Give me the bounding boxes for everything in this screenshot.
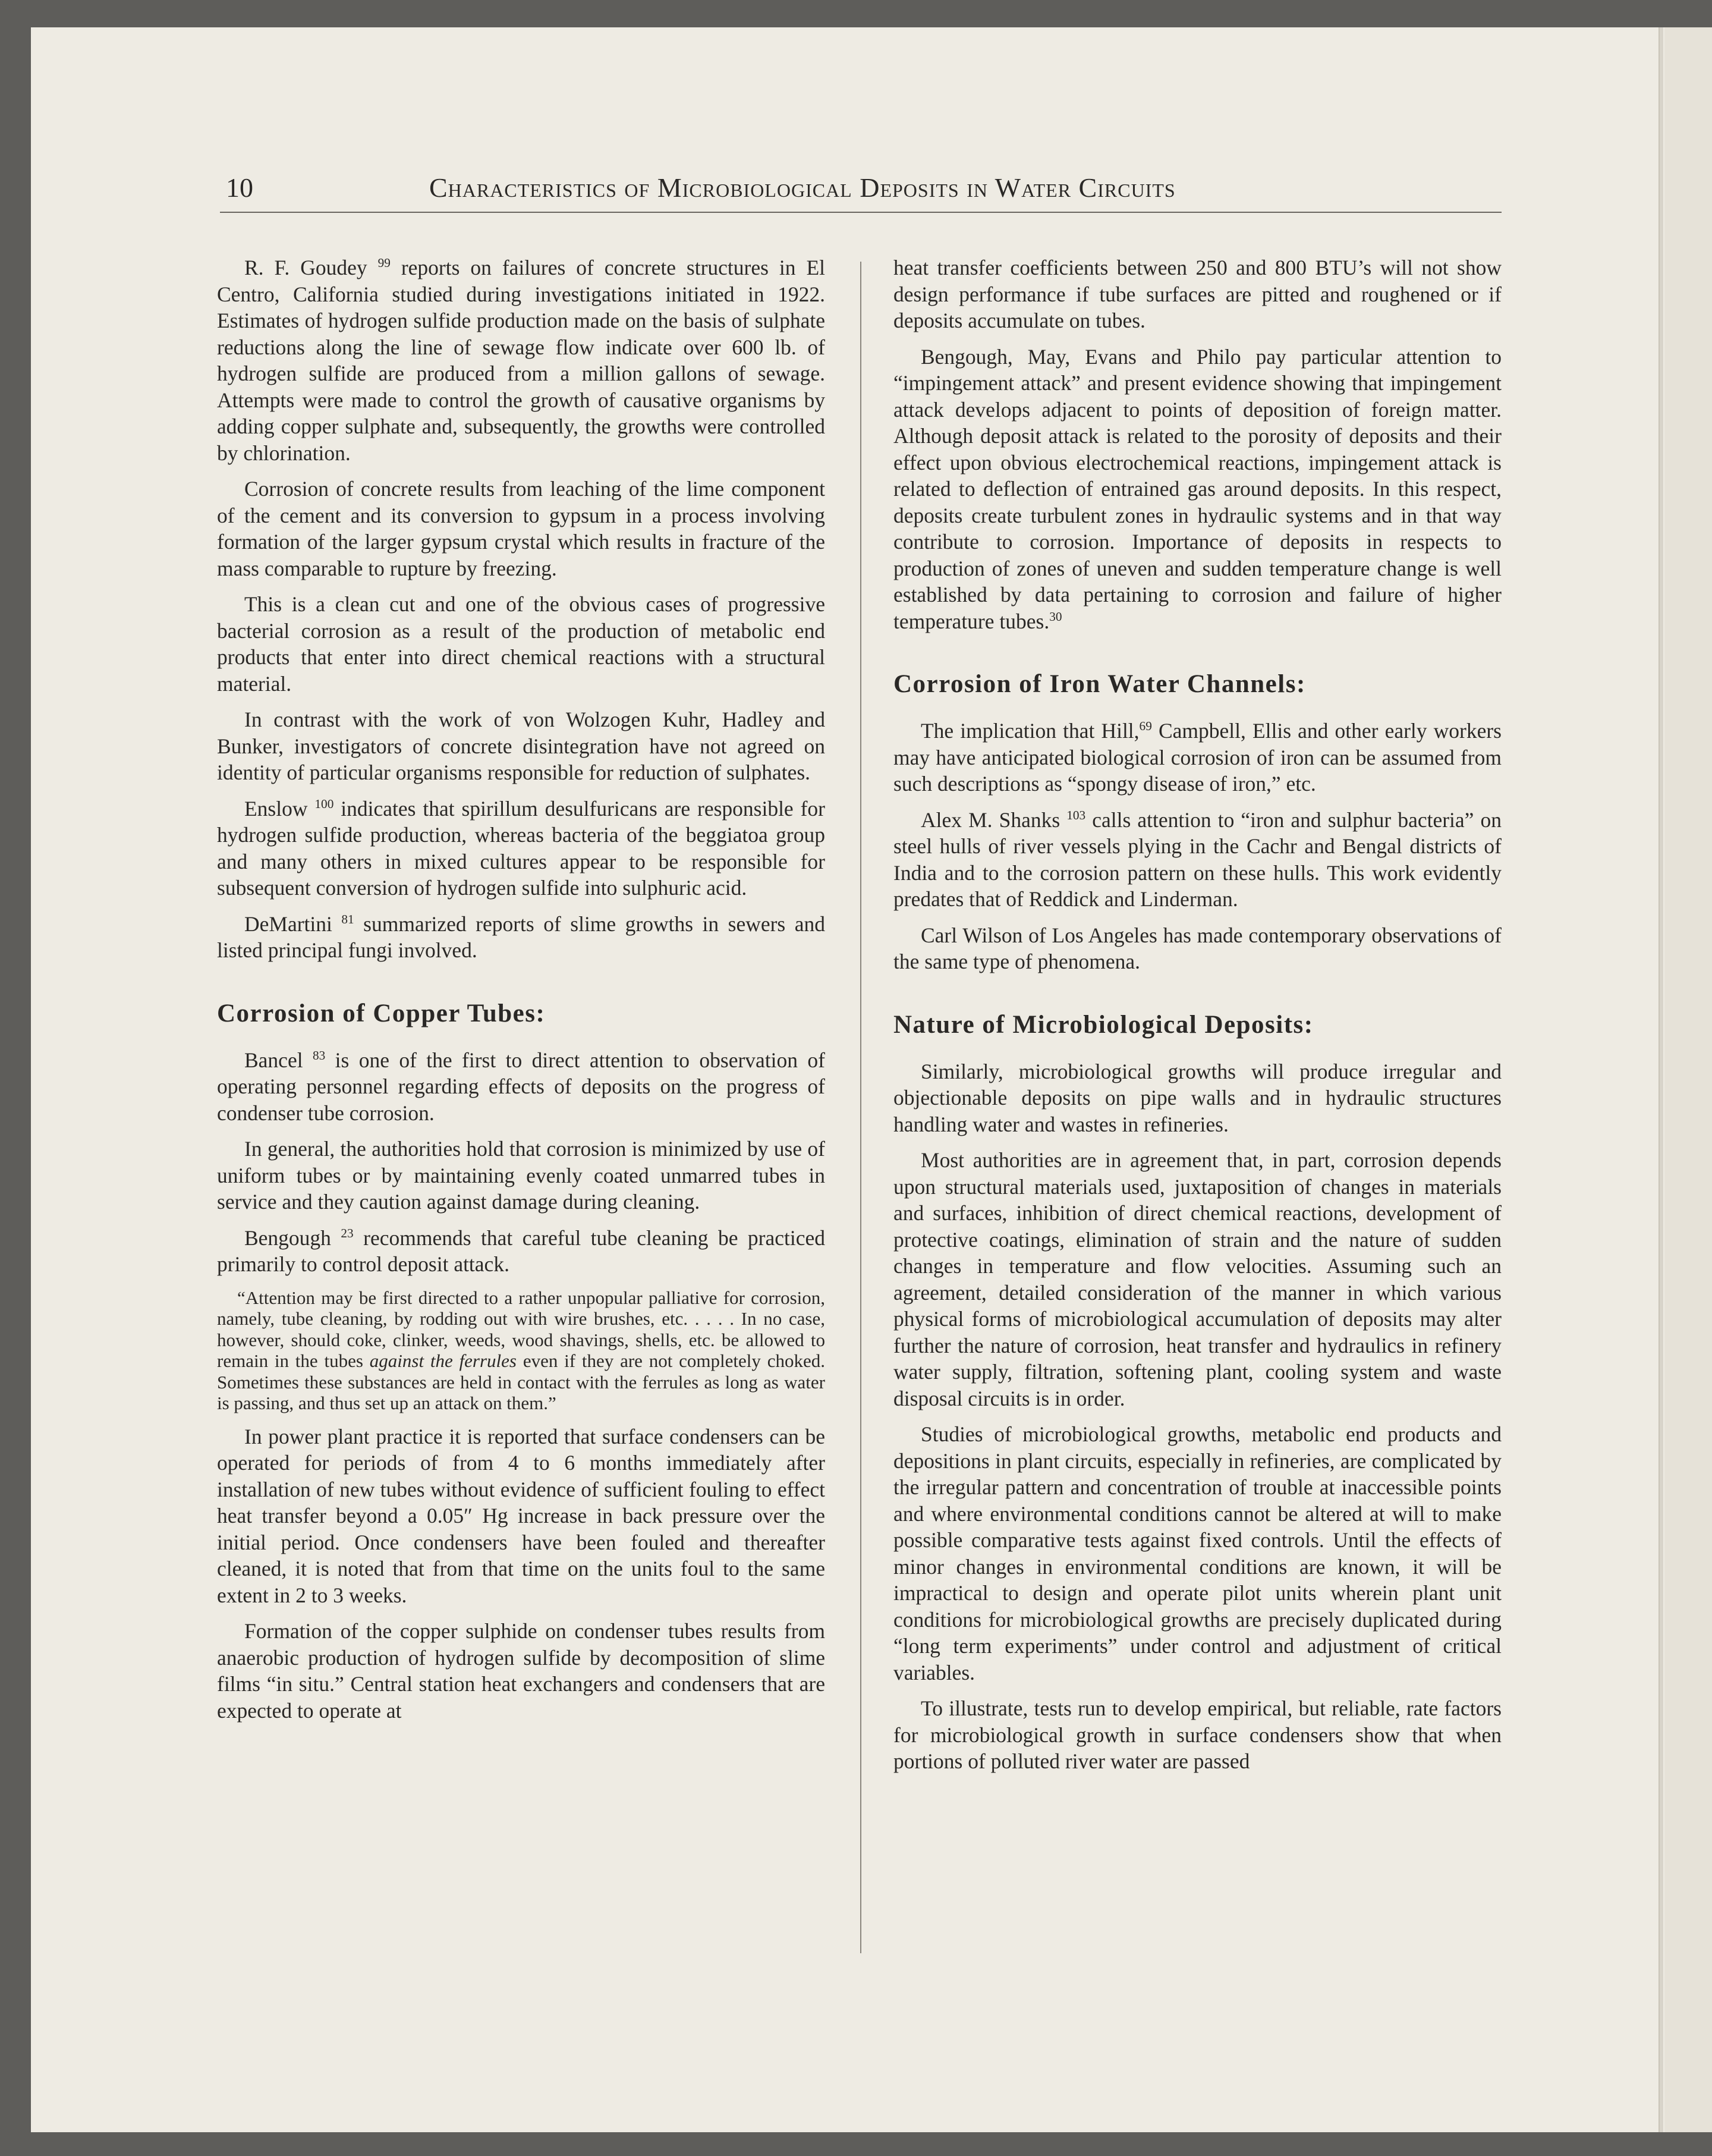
section-heading bbox=[893, 669, 1502, 700]
reference-superscript: 23 bbox=[341, 1225, 354, 1240]
text-run: summarized reports of slime growths in sewers and listed principal fungi involved. bbox=[217, 912, 825, 962]
text-run: Formation of the copper sulphide on condenser tubes results from anaerobic production of hydrogen sulfide by decomposition of slime films “in situ.” Central station heat exchangers and condensers that are expected to operate at bbox=[217, 1619, 825, 1723]
next-page-edge bbox=[1664, 27, 1712, 2132]
text-run: Bengough, May, Evans and Philo pay particular attention to “impingement attack” and present evidence showing that impingement attack develops adjacent to points of deposition of foreign matter. Although deposit attack is related to the porosity of deposits and their effect upon obvious electrochemical reactions, impingement attack is related to deflection of entrained gas around deposits. In this respect, deposits create turbulent zones in hydraulic systems and in that way contribute to corrosion. Importance of deposits in respects to production of zones of uneven and sudden temperature change is well established by data pertaining to corrosion and failure of higher temperature tubes. bbox=[893, 344, 1502, 633]
text-run: Enslow bbox=[244, 796, 315, 821]
heading-text bbox=[217, 998, 825, 1029]
paragraph-text bbox=[217, 1225, 825, 1278]
text-run: indicates that spirillum desulfuricans are responsible for hydrogen sulfide production, whereas bacteria of the beggiatoa group and many others in mixed cultures appear to be responsible for subsequent conversion of hydrogen sulfide into sulphuric acid. bbox=[217, 796, 825, 900]
paragraph-text bbox=[217, 911, 825, 964]
text-run: In power plant practice it is reported that surface condensers can be operated for periods of from 4 to 6 months immediately after installation of new tubes without evidence of sufficient fouling to effect heat transfer beyond a 0.05″ Hg increase in back pressure over the initial period. Once condensers have been fouled and thereafter cleaned, it is noted that from that time on the units foul to the same extent in 2 to 3 weeks. bbox=[217, 1424, 825, 1607]
paragraph bbox=[217, 591, 825, 697]
paragraph-text bbox=[217, 254, 825, 466]
paragraph-text bbox=[217, 476, 825, 582]
paragraph-text bbox=[893, 807, 1502, 913]
reference-superscript: 69 bbox=[1139, 719, 1152, 734]
text-run: Nature of Microbiological Deposits: bbox=[893, 1010, 1314, 1039]
heading-text bbox=[893, 669, 1502, 700]
text-run: recommends that careful tube cleaning be practiced primarily to control deposit attack. bbox=[217, 1225, 826, 1276]
paragraph-text bbox=[893, 254, 1502, 334]
paragraph bbox=[217, 911, 825, 964]
paragraph bbox=[217, 1136, 825, 1215]
right-column bbox=[893, 254, 1502, 1784]
section-heading bbox=[217, 998, 825, 1029]
paragraph bbox=[217, 796, 825, 901]
italic-text: against the ferrules bbox=[369, 1350, 517, 1371]
page-edge bbox=[1658, 27, 1663, 2132]
heading-text bbox=[893, 1010, 1502, 1041]
text-run: To illustrate, tests run to develop empirical, but reliable, rate factors for microbiological growth in surface condensers show that when portions of polluted river water are passed bbox=[893, 1696, 1502, 1773]
paragraph bbox=[893, 922, 1502, 975]
text-run: Corrosion of Iron Water Channels: bbox=[893, 670, 1306, 698]
reference-superscript: 30 bbox=[1049, 609, 1062, 624]
text-run: calls attention to “iron and sulphur bacteria” on steel hulls of river vessels plying in the Cachr and Bengal districts of India and to the corrosion pattern on these hulls. This work evidently predates that of Reddick and Linderman. bbox=[893, 807, 1502, 911]
paragraph-text bbox=[893, 344, 1502, 635]
page-number: 10 bbox=[226, 172, 253, 203]
header-rule bbox=[220, 212, 1502, 213]
running-header-title: Characteristics of Microbiological Deposits in Water Circuits bbox=[429, 172, 1176, 203]
paragraph-text bbox=[893, 718, 1502, 797]
text-run: Corrosion of Copper Tubes: bbox=[217, 999, 546, 1027]
paragraph bbox=[893, 718, 1502, 797]
text-run: In contrast with the work of von Wolzogen Kuhr, Hadley and Bunker, investigators of concrete disintegration have not agreed on identity of particular organisms responsible for reduction of sulphates. bbox=[217, 708, 825, 784]
column-divider bbox=[860, 262, 861, 1953]
text-run: Most authorities are in agreement that, in part, corrosion depends upon structural materials used, juxtaposition of changes in materials and surfaces, inhibition of direct chemical reactions, development of protective coatings, elimination of strain and the nature of sudden changes in temperature and flow velocities. Assuming such an agreement, detailed consideration of the manner in which various physical forms of microbiological accumulation of deposits may alter further the nature of corrosion, heat transfer and hydraulics in refinery water supply, filtration, softening plant, cooling system and waste disposal circuits is in order. bbox=[893, 1148, 1502, 1410]
text-run: Carl Wilson of Los Angeles has made contemporary observations of the same type of phenomena. bbox=[893, 923, 1502, 973]
paragraph bbox=[893, 1058, 1502, 1138]
text-run: is one of the first to direct attention to observation of operating personnel regarding effects of deposits on the progress of condenser tube corrosion. bbox=[217, 1048, 826, 1125]
paragraph-text bbox=[217, 591, 825, 697]
paragraph bbox=[893, 807, 1502, 913]
paragraph bbox=[217, 1047, 825, 1127]
reference-superscript: 99 bbox=[377, 256, 391, 271]
text-run: Alex M. Shanks bbox=[921, 807, 1067, 832]
reference-superscript: 100 bbox=[314, 796, 334, 811]
paragraph bbox=[893, 1147, 1502, 1412]
paragraph-text bbox=[893, 922, 1502, 975]
text-run: “Attention may be first directed to a rather unpopular palliative for corrosion, namely, tube cleaning, by rodding out with wire brushes, etc. . . . . In no case, however, should coke, clinker, weeds, wood shavings, shells, etc. be allowed to remain in the tubes bbox=[217, 1287, 825, 1371]
paragraph bbox=[893, 1421, 1502, 1686]
text-run: This is a clean cut and one of the obvious cases of progressive bacterial corrosion as a result of the production of metabolic end products that enter into direct chemical reactions with a structural material. bbox=[217, 592, 825, 696]
paragraph-text bbox=[893, 1147, 1502, 1412]
paragraph-text bbox=[217, 796, 825, 901]
paragraph-text bbox=[217, 1423, 825, 1609]
left-column bbox=[217, 254, 825, 1733]
text-run: even if they are not completely choked. Sometimes these substances are held in contact with the ferrules as long as water is passing, and thus set up an attack on them.” bbox=[217, 1350, 825, 1413]
paragraph bbox=[893, 344, 1502, 635]
text-run: Studies of microbiological growths, metabolic end products and depositions in plant circuits, especially in refineries, are complicated by the irregular pattern and concentration of trouble at inaccessible points and where environmental conditions cannot be altered at will to make possible comparative tests against fixed controls. Until the effects of minor changes in environmental conditions are known, it will be impractical to design and operate pilot units wherein plant unit conditions for microbiological growths are precisely duplicated during “long term experiments” under control and adjustment of critical variables. bbox=[893, 1422, 1502, 1684]
text-run: In general, the authorities hold that corrosion is minimized by use of uniform tubes or by maintaining evenly coated unmarred tubes in service and they caution against damage during cleaning. bbox=[217, 1137, 825, 1214]
text-run: R. F. Goudey bbox=[244, 256, 378, 279]
text-run: Corrosion of concrete results from leaching of the lime component of the cement and its conversion to gypsum in a process involving formation of the larger gypsum crystal which results in fracture of the mass comparable to rupture by freezing. bbox=[217, 477, 825, 580]
paragraph-text bbox=[893, 1695, 1502, 1775]
reference-superscript: 83 bbox=[312, 1048, 326, 1063]
paragraph-text bbox=[217, 1618, 825, 1724]
paragraph bbox=[217, 1225, 825, 1278]
text-run: Bancel bbox=[244, 1048, 313, 1072]
paragraph-text bbox=[217, 1047, 825, 1127]
text-run: Bengough bbox=[244, 1225, 341, 1250]
paragraph bbox=[893, 1695, 1502, 1775]
text-run: The implication that Hill, bbox=[921, 719, 1140, 743]
reference-superscript: 81 bbox=[341, 912, 354, 926]
text-run: Campbell, Ellis and other early workers may have anticipated biological corrosion of iron can be assumed from such descriptions as “spongy disease of iron,” etc. bbox=[893, 719, 1502, 796]
paragraph-text bbox=[893, 1058, 1502, 1138]
block-quote bbox=[217, 1287, 825, 1414]
paragraph bbox=[217, 254, 825, 466]
text-run: DeMartini bbox=[244, 912, 342, 936]
paragraph-text bbox=[893, 1421, 1502, 1686]
text-run: heat transfer coefficients between 250 and 800 BTU’s will not show design performance if tube surfaces are pitted and roughened or if deposits accumulate on tubes. bbox=[893, 256, 1502, 332]
reference-superscript: 103 bbox=[1066, 807, 1086, 822]
paragraph-text bbox=[217, 1287, 825, 1414]
paragraph bbox=[893, 254, 1502, 334]
paragraph bbox=[217, 1618, 825, 1724]
paragraph-text bbox=[217, 1136, 825, 1215]
text-run: reports on failures of concrete structures in El Centro, California studied during investigations initiated in 1922. Estimates of hydrogen sulfide production made on the basis of sulphate reductions along the line of sewage flow indicate over 600 lb. of hydrogen sulfide are produced from a million gallons of sewage. Attempts were made to control the growth of causative organisms by adding copper sulphate and, subsequently, the growths were controlled by chlorination. bbox=[217, 256, 825, 465]
text-run: Similarly, microbiological growths will produce irregular and objectionable deposits on pipe walls and in hydraulic structures handling water and wastes in refineries. bbox=[893, 1059, 1502, 1136]
paragraph bbox=[217, 706, 825, 786]
paragraph bbox=[217, 476, 825, 582]
paragraph bbox=[217, 1423, 825, 1609]
section-heading bbox=[893, 1010, 1502, 1041]
paragraph-text bbox=[217, 706, 825, 786]
